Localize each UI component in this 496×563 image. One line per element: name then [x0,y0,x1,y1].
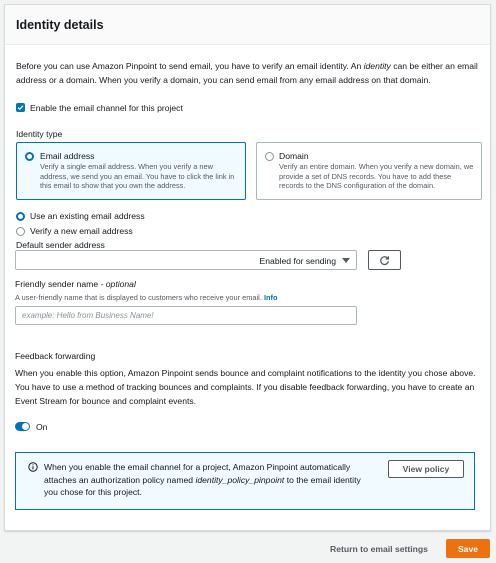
default-sender-label: Default sender address [16,240,105,250]
return-to-email-settings-button[interactable]: Return to email settings [330,544,428,554]
panel-header [5,5,490,45]
identity-type-email-tile[interactable] [16,142,246,200]
domain-description: Verify an entire domain. When you verify a new domain, we provide a set of DNS records. You have to add these records to the DNS configuration of the domain. [279,162,474,191]
refresh-button[interactable] [368,250,401,270]
email-address-title: Email address [40,151,95,161]
friendly-name-placeholder: example: Hello from Business Name! [22,311,154,320]
intro-text: Before you can use Amazon Pinpoint to send email, you have to verify an email identity. An identity can be either an email address or a domain. When you verify a domain, you can send email from any email address on that domain. [16,61,478,85]
feedback-forwarding-label: Feedback forwarding [15,351,96,361]
friendly-name-input[interactable] [15,306,357,325]
refresh-icon [379,255,390,266]
feedback-forwarding-description: When you enable this option, Amazon Pinpoint sends bounce and complaint notifications to the identity you chose above. You have to use a method of tracking bounces and complaints. If you disable feedback forwarding, you have to create an Event Stream for bounce and complaint events. [15,368,476,406]
email-address-radio[interactable] [25,152,34,161]
domain-title: Domain [279,151,309,161]
friendly-name-label: Friendly sender name - optional [15,279,136,289]
save-button[interactable]: Save [446,539,490,558]
default-sender-select[interactable] [15,250,357,270]
caret-down-icon [342,258,350,263]
optional-tag: - optional [100,279,136,289]
identity-type-domain-tile[interactable] [256,142,482,200]
policy-name: identity_policy_pinpoint [195,474,285,485]
friendly-name-description: A user-friendly name that is displayed to customers who receive your email. Info [15,293,278,302]
check-icon [17,104,24,111]
panel-title: Identity details [16,18,104,32]
domain-radio[interactable] [265,152,274,161]
sender-status: Enabled for sending [259,256,336,266]
enable-email-channel-label: Enable the email channel for this project [30,103,183,113]
info-link[interactable]: Info [263,293,278,302]
authorization-policy-info-box [15,452,475,510]
feedback-forwarding-toggle[interactable] [15,422,30,431]
identity-type-label: Identity type [16,129,63,139]
use-existing-email-label: Use an existing email address [30,211,145,221]
info-icon [28,462,38,472]
view-policy-button[interactable]: View policy [388,460,464,478]
toggle-label: On [36,422,48,432]
use-existing-email-radio[interactable] [16,212,25,221]
verify-new-email-label: Verify a new email address [30,226,133,236]
toggle-knob [22,423,29,430]
enable-email-channel-checkbox[interactable] [16,103,25,112]
info-text: When you enable the email channel for a project, Amazon Pinpoint automatically attaches an authorization policy named identity_policy_pinpoint to the email identity you chose for this project. [44,462,361,497]
email-address-description: Verify a single email address. When you verify a new address, we send you an email. You have to click the link in this email to show that you own the address. [40,162,235,191]
verify-new-email-radio[interactable] [16,227,25,236]
